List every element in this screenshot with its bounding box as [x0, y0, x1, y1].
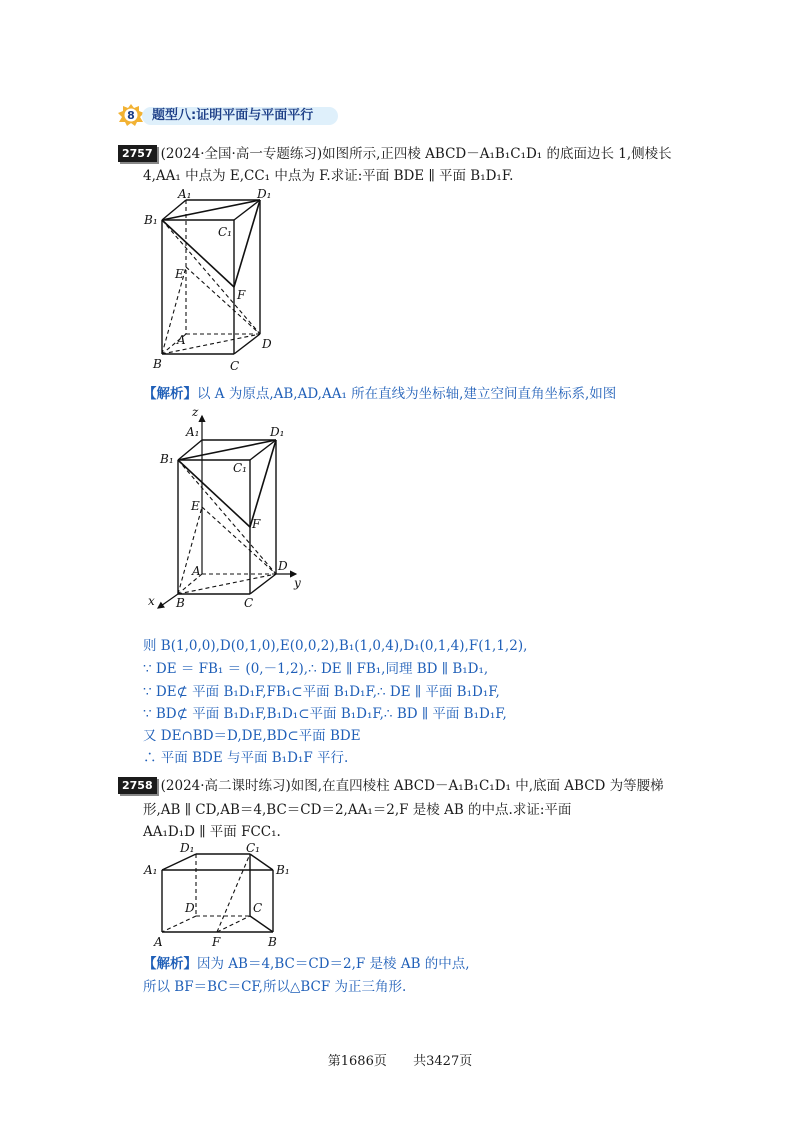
problem-2757-line2: 4,AA₁ 中点为 E,CC₁ 中点为 F.求证:平面 BDE ∥ 平面 B₁D₁F.	[143, 168, 514, 184]
label-A1: A₁	[178, 187, 192, 201]
label2-D1: D₁	[270, 425, 285, 439]
edge3-CB	[250, 916, 273, 932]
section-badge-icon	[118, 104, 144, 126]
solution-2757-line: 则 B(1,0,0),D(0,1,0),E(0,0,2),B₁(1,0,4),D₁(0,1,4),F(1,1,2),	[143, 638, 528, 654]
page-number: 第1686页	[327, 1054, 387, 1069]
problem-2758-line1	[118, 776, 664, 796]
label2-x: x	[148, 594, 155, 608]
hidden2-BE	[178, 507, 202, 594]
svg-text:8: 8	[127, 109, 135, 122]
edge3-C1B1	[250, 854, 273, 870]
solution-2758-line2: 所以 BF＝BC＝CF,所以△BCF 为正三角形.	[143, 979, 407, 995]
problem-2758-line3: AA₁D₁D ∥ 平面 FCC₁.	[143, 824, 281, 840]
solution-2757-line: 又 DE∩BD＝D,DE,BD⊂平面 BDE	[143, 728, 361, 744]
label3-C1: C₁	[246, 841, 260, 855]
edge-D1F	[234, 200, 260, 287]
label2-B1: B₁	[160, 452, 174, 466]
solution-2757-line: ∵ DE⊄ 平面 B₁D₁F,FB₁⊂平面 B₁D₁F,∴ DE ∥ 平面 B₁D₁F,	[143, 684, 500, 700]
label2-A1: A₁	[186, 425, 200, 439]
label-B: B	[153, 357, 162, 371]
label3-B: B	[268, 935, 277, 949]
label3-A1: A₁	[144, 863, 158, 877]
solution-2757-intro-text: 以 A 为原点,AB,AD,AA₁ 所在直线为坐标轴,建立空间直角坐标系,如图	[197, 386, 617, 402]
label2-y: y	[294, 576, 301, 590]
section-title: 题型八:证明平面与平面平行	[152, 108, 314, 123]
label-D: D	[262, 337, 272, 351]
problem-number-2757: 2757	[118, 145, 157, 162]
figure-trapezoid-prism-2758	[140, 838, 300, 950]
label-F: F	[237, 288, 246, 302]
solution-tag: 【解析】	[143, 956, 197, 972]
label2-A: A	[192, 564, 201, 578]
solution-2758-line1	[143, 954, 470, 974]
hidden3-FC	[217, 916, 250, 932]
label-B1: B₁	[144, 213, 158, 227]
page-footer	[0, 1050, 800, 1069]
label3-D: D	[185, 901, 195, 915]
label2-E: E	[191, 499, 200, 513]
problem-2757-line1	[118, 144, 672, 164]
edge2-D1F	[250, 440, 276, 527]
solution-2757-line: ∵ DE ＝ FB₁ ＝ (0,－1,2),∴ DE ∥ FB₁,同理 BD ∥ B₁D₁,	[143, 661, 489, 677]
label2-B: B	[176, 596, 185, 610]
page-total: 共3427页	[413, 1054, 473, 1069]
hidden3-DA	[162, 916, 196, 932]
label2-C: C	[244, 596, 254, 610]
label2-F: F	[252, 517, 261, 531]
label3-C: C	[253, 901, 263, 915]
hidden2-B1D	[178, 460, 276, 574]
problem-2758-line2: 形,AB ∥ CD,AB＝4,BC＝CD＝2,AA₁＝2,F 是棱 AB 的中点.求证:平面	[143, 802, 572, 818]
axis-x	[158, 594, 178, 608]
label-C1: C₁	[218, 225, 232, 239]
figure-coordinate-prism-2757	[140, 404, 320, 614]
label3-B1: B₁	[276, 863, 290, 877]
label2-z: z	[192, 405, 199, 419]
problem-number-2758: 2758	[118, 777, 157, 794]
label2-C1: C₁	[233, 461, 247, 475]
problem-2758-text1: (2024·高二课时练习)如图,在直四棱柱 ABCD－A₁B₁C₁D₁ 中,底面 ABCD 为等腰梯	[160, 778, 664, 794]
solution-2757-line: ∴ 平面 BDE 与平面 B₁D₁F 平行.	[143, 750, 349, 766]
label-A: A	[177, 333, 186, 347]
solution-2757-line: ∵ BD⊄ 平面 B₁D₁F,B₁D₁⊂平面 B₁D₁F,∴ BD ∥ 平面 B₁D₁F,	[143, 706, 507, 722]
solution-2758-text1: 因为 AB＝4,BC＝CD＝2,F 是棱 AB 的中点,	[197, 956, 470, 972]
section-header	[118, 104, 340, 126]
label-D1: D₁	[257, 187, 272, 201]
edge2-B1D1	[178, 440, 276, 460]
label-E: E	[175, 267, 184, 281]
label3-F: F	[212, 935, 221, 949]
label3-A: A	[154, 935, 163, 949]
figure-prism-2757	[140, 186, 290, 386]
label-C: C	[230, 359, 240, 373]
edge-B1D1	[162, 200, 260, 220]
label2-D: D	[278, 559, 288, 573]
problem-2757-text1: (2024·全国·高一专题练习)如图所示,正四棱 ABCD－A₁B₁C₁D₁ 的底面边长 1,侧棱长	[160, 146, 672, 162]
solution-tag: 【解析】	[143, 386, 197, 402]
solution-2757-intro	[143, 384, 616, 404]
label3-D1: D₁	[180, 841, 195, 855]
hidden3-FC1	[217, 854, 250, 932]
edge3-A1D1	[162, 854, 196, 870]
